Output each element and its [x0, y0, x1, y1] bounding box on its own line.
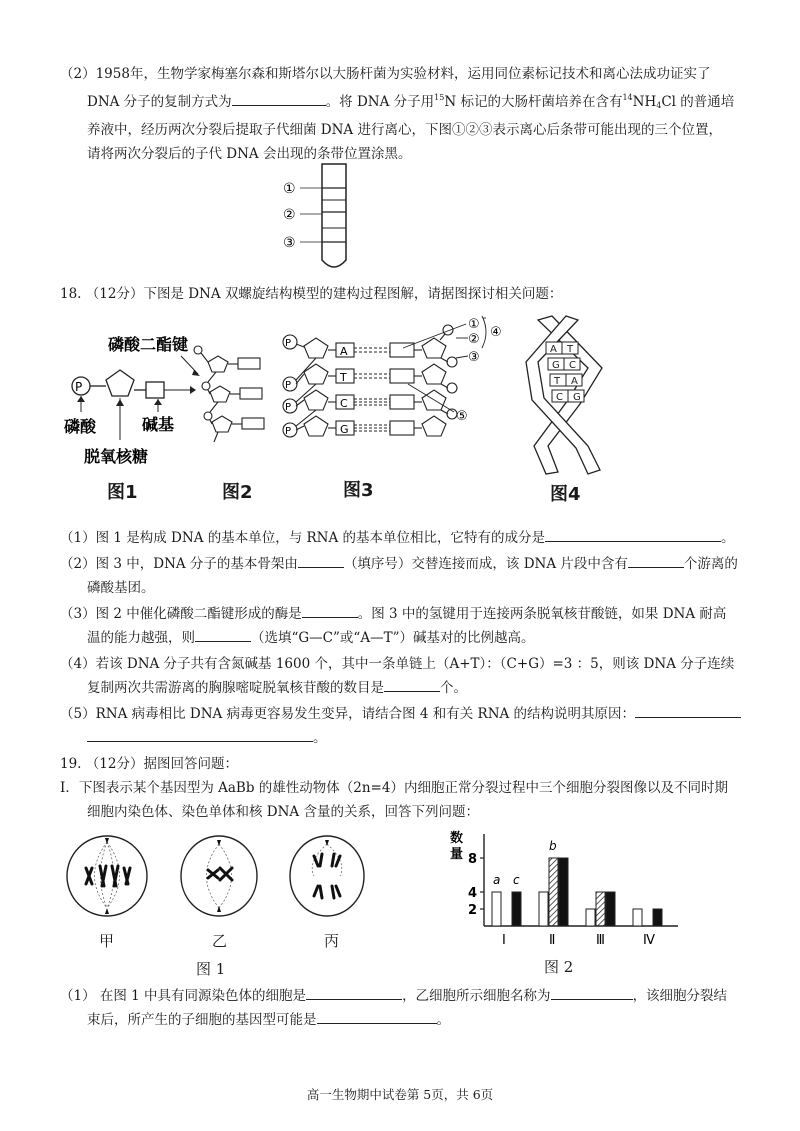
fig4-pair2-left: G: [552, 360, 560, 371]
q17-2-line1: （2）1958年，生物学家梅塞尔森和斯塔尔以大肠杆菌为实验材料，运用同位素标记技术和离心法成功证实了: [60, 66, 711, 82]
answer-blank-18-5a[interactable]: [635, 703, 741, 718]
cell-label-bing: 丙: [324, 932, 340, 950]
fig3-marker-3: ③: [468, 350, 480, 365]
caption-fig3: 图3: [343, 480, 374, 501]
x-tick-label-4: Ⅳ: [643, 933, 655, 948]
answer-blank-19-1b[interactable]: [551, 985, 633, 1000]
fig3-base-T: T: [340, 371, 347, 384]
q19-stem-block: [60, 752, 750, 824]
q18-s4-cont: 复制两次共需游离的胸腺嘧啶脱氧核苷酸的数目是 个。: [60, 676, 750, 700]
fig4-pair4-left: C: [556, 392, 563, 403]
tube-label-1: ①: [283, 181, 296, 197]
q18-stem: 18. （12分）下图是 DNA 双螺旋结构模型的建构过程图解，请据图探讨相关问题：: [60, 286, 563, 302]
q17-2-paragraph: [60, 62, 750, 166]
cell-label-jia: 甲: [99, 932, 115, 950]
q18-s5-cont: 。: [60, 726, 750, 750]
label-base: 碱基: [142, 415, 175, 434]
fig3-marker-1: ①: [468, 317, 480, 332]
answer-blank-19-1a[interactable]: [306, 985, 402, 1000]
cell-label-yi: 乙: [212, 932, 228, 950]
deoxyribose-pentagon: [106, 370, 134, 396]
answer-blank-18-1[interactable]: [545, 527, 721, 542]
svg-text:P: P: [285, 426, 292, 437]
label-phosphate: 磷酸: [64, 417, 97, 436]
q18-s2: （2）图 3 中，DNA 分子的基本骨架由 （填序号）交替连接而成，该 DNA 片段中含有 个游离的: [60, 552, 750, 576]
caption-fig4: 图4: [550, 484, 581, 505]
y-tick-label-8: 8: [468, 852, 478, 867]
base-box: [146, 382, 164, 398]
fig3-marker-2: ②: [468, 332, 480, 347]
q19-stem: 19. （12分）据图回答问题：: [60, 756, 238, 772]
q18-s1: （1）图 1 是构成 DNA 的基本单位，与 RNA 的基本单位相比，它特有的成分是 。: [60, 526, 750, 550]
bar-b-3: [596, 892, 605, 926]
q17-2-line4: 请将两次分裂后的子代 DNA 会出现的条带位置涂黑。: [87, 146, 412, 162]
bar-label-c: c: [513, 873, 520, 887]
q18-s3: （3）图 2 中催化磷酸二酯键形成的酶是 。图 3 中的氢键用于连接两条脱氧核苷酸链，如果 DNA 耐高: [60, 602, 750, 626]
q18-s4: （4）若该 DNA 分子共有含氮碱基 1600 个，其中一条单链上（A+T）：（C+G）=3 ：5，则该 DNA 分子连续: [60, 656, 735, 672]
page-footer: 高一生物期中试卷第 5页，共 6页: [306, 1087, 494, 1102]
bar-a-1: [492, 892, 501, 926]
fig4-pair4-right: G: [573, 392, 581, 403]
q19-i-line2: 细胞内染色体、染色单体和核 DNA 含量的关系，回答下列问题：: [87, 804, 479, 820]
label-phosphodiester-bond: 磷酸二酯键: [108, 335, 189, 354]
bar-c-3: [606, 892, 615, 926]
phosphate-P-label: P: [75, 380, 83, 394]
svg-text:P: P: [285, 380, 292, 391]
cell-division-figures: [62, 830, 366, 926]
answer-blank-replication[interactable]: [232, 91, 326, 106]
answer-blank-18-2a[interactable]: [298, 553, 344, 568]
fig3-base-A: A: [340, 345, 348, 358]
dna-fig1-fig2: [58, 320, 278, 480]
q19-s1-line1: （1） 在图 1 中具有同源染色体的细胞是 ，乙细胞所示细胞名称为 ，该细胞分裂结: [60, 984, 750, 1008]
chart-ylabel-1: 数: [450, 831, 464, 846]
fig3-marker-5: ⑤: [456, 409, 468, 424]
chart-ylabel-2: 量: [450, 847, 464, 862]
bar-c-2: [559, 858, 568, 926]
q19-s1-line2: 束后，所产生的子细胞的基因型可能是 。: [60, 1008, 750, 1032]
svg-text:P: P: [285, 338, 292, 349]
answer-blank-18-4[interactable]: [384, 677, 440, 692]
tube-outline: [322, 164, 346, 267]
caption-fig2: 图2: [222, 482, 253, 503]
q19-i-line1: Ⅰ．下图表示某个基因型为 AaBb 的雄性动物体（2n=4）内细胞正常分裂过程中三个细胞分裂图像以及不同时期: [60, 780, 728, 796]
fig4-base-pairs: [546, 342, 584, 403]
fig4-pair1-right: T: [567, 344, 574, 355]
q17-2-line3: 养液中，经历两次分裂后提取子代细菌 DNA 进行离心，下图①②③表示离心后条带可能出现的三个位置，: [87, 122, 722, 138]
bar-b-2: [549, 858, 558, 926]
q18-s3-cont: 温的能力越强，则 （选填“G—C”或“A—T”）碱基对的比例越高。: [60, 626, 750, 650]
fig4-pair3-left: T: [554, 376, 561, 387]
bar-a-4: [633, 909, 642, 926]
fig4-pair1-left: A: [550, 344, 557, 355]
tube-label-3: ③: [283, 235, 296, 251]
cell-jia: [67, 836, 147, 916]
cell-bing: [290, 836, 364, 916]
dna-fig3: [278, 312, 510, 472]
centrifuge-tube-figure: [280, 160, 360, 278]
bar-a-2: [539, 892, 548, 926]
q18-s2-cont: 磷酸基团。: [87, 580, 155, 596]
bar-chart-fig2: [448, 826, 684, 948]
svg-text:P: P: [285, 402, 292, 413]
x-tick-label-2: Ⅱ: [549, 933, 556, 948]
fig3-base-C: C: [340, 397, 348, 410]
bar-c-4: [653, 909, 662, 926]
answer-blank-18-5b[interactable]: [87, 727, 313, 742]
label-deoxyribose: 脱氧核糖: [84, 447, 149, 466]
cell-yi: [181, 836, 257, 916]
q18-subquestions: [60, 526, 750, 750]
bar-label-a: a: [493, 873, 501, 887]
fig2-nucleotide-chain: [202, 356, 264, 442]
y-tick-label-2: 2: [468, 903, 478, 918]
fig1-caption: 图 1: [196, 960, 226, 978]
x-tick-label-3: Ⅲ: [596, 933, 605, 948]
bar-a-3: [586, 909, 595, 926]
fig4-pair3-right: A: [571, 376, 578, 387]
fig2-caption: 图 2: [544, 958, 574, 976]
fig4-pair2-right: C: [569, 360, 576, 371]
answer-blank-18-3b[interactable]: [195, 627, 251, 642]
q17-2-line2: DNA 分子的复制方式为 。将 DNA 分子用$^{15}$N 标记的大肠杆菌培养在含有$^{14}NH_4Cl$ 的普通培: [87, 93, 735, 110]
q19-s1-block: [60, 984, 750, 1032]
answer-blank-19-1c[interactable]: [317, 1009, 437, 1024]
y-tick-label-4: 4: [468, 886, 478, 901]
caption-fig1: 图1: [107, 482, 138, 503]
fig3-double-strand: [283, 325, 457, 437]
dna-fig4-helix: [518, 312, 618, 478]
x-tick-label-1: Ⅰ: [502, 933, 506, 948]
fig3-marker-4: ④: [490, 325, 502, 340]
fig3-base-G: G: [340, 423, 349, 436]
answer-blank-18-3a[interactable]: [302, 603, 358, 618]
answer-blank-18-2b[interactable]: [628, 553, 684, 568]
tube-label-2: ②: [283, 207, 296, 223]
bar-label-b: b: [549, 839, 557, 853]
bar-c-1: [512, 892, 521, 926]
q18-s5: （5）RNA 病毒相比 DNA 病毒更容易发生变异，请结合图 4 和有关 RNA 的结构说明其原因：: [60, 702, 750, 726]
